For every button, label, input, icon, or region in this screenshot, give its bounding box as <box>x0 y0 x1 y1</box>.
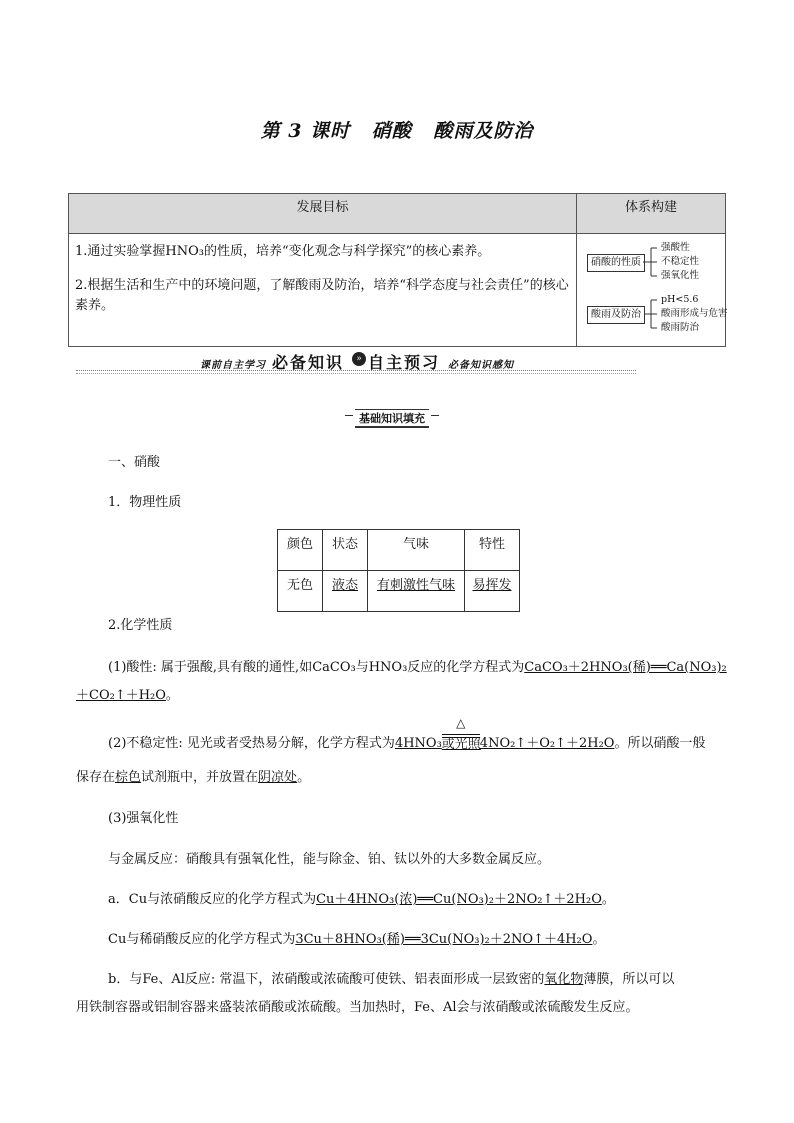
cu-dil-end: 。 <box>592 932 606 947</box>
framework-header: 体系构建 <box>577 194 726 234</box>
acidity-line-2 <box>76 684 179 703</box>
instability-tail: 。所以硝酸一般 <box>614 736 706 751</box>
cu-conc-line <box>108 888 615 907</box>
section-banner <box>76 352 636 372</box>
title-part-topic: 硝酸 <box>371 120 412 142</box>
storage-blank-cool-place: 阴凉处 <box>258 770 298 785</box>
framework-diagram <box>577 234 726 347</box>
acidity-equation-a: CaCO₃＋2HNO₃(稀)══Ca(NO₃)₂ <box>524 660 727 675</box>
fe-al-text-a: b．与Fe、Al反应: 常温下，浓硝酸或浓硫酸可使铁、铝表面形成一层致密的 <box>108 972 545 987</box>
goals-header: 发展目标 <box>69 194 577 234</box>
instability-lead: (2)不稳定性: 见光或者受热易分解，化学方程式为 <box>108 736 395 751</box>
physical-properties-table <box>277 529 520 612</box>
diagram-item-formation: 酸雨形成与危害 <box>661 308 728 319</box>
title-part-lesson: 第 3 课时 <box>260 120 351 142</box>
storage-text-c: 。 <box>297 770 311 785</box>
goal-2: 2.根据生活和生产中的环境问题，了解酸雨及防治，培养“科学态度与社会责任”的核心素养。 <box>75 278 569 313</box>
diagram-item-instability: 不稳定性 <box>661 256 700 267</box>
reaction-condition <box>441 716 481 752</box>
banner-right-text: 必备知识感知 <box>448 360 514 371</box>
heading-physical: 1．物理性质 <box>108 495 182 510</box>
phys-value-state: 液态 <box>323 571 368 612</box>
diagram-item-ph: pH<5.6 <box>661 294 699 305</box>
banner-title-2: 自主预习 <box>368 353 441 372</box>
goals-table <box>68 193 726 347</box>
instability-products: 4NO₂↑＋O₂↑＋2H₂O <box>479 736 615 751</box>
diagram-item-oxidizing: 强氧化性 <box>661 270 700 281</box>
phys-header-state: 状态 <box>323 530 368 571</box>
storage-text-a: 保存在 <box>76 770 116 785</box>
cu-conc-equation: Cu＋4HNO₃(浓)══Cu(NO₃)₂＋2NO₂↑＋2H₂O <box>316 892 602 907</box>
phys-value-color: 无色 <box>278 571 323 612</box>
page-title <box>0 116 794 143</box>
diagram-box-acid-rain: 酸雨及防治 <box>587 306 645 324</box>
banner-arrow-icon: » <box>352 352 366 366</box>
storage-text-b: 试剂瓶中，并放置在 <box>141 770 259 785</box>
acidity-equation-b: ＋CO₂↑＋H₂O <box>76 688 166 703</box>
metal-reaction-line: 与金属反应：硝酸具有强氧化性，能与除金、铂、钛以外的大多数金属反应。 <box>108 852 551 867</box>
heading-oxidizing: (3)强氧化性 <box>108 811 179 826</box>
heading-chemical: 2.化学性质 <box>108 618 173 633</box>
heading-nitric-acid: 一、硝酸 <box>108 455 161 470</box>
phys-header-feature: 特性 <box>465 530 520 571</box>
heat-symbol-icon: △ <box>456 716 466 730</box>
instability-line-2 <box>76 766 310 785</box>
instability-line-1 <box>108 716 706 752</box>
fe-al-line-1 <box>108 968 674 987</box>
fe-al-text-b: 薄膜，所以可以 <box>583 972 675 987</box>
acidity-lead: (1)酸性: 属于强酸,具有酸的通性,如CaCO₃与HNO₃反应的化学方程式为 <box>108 660 525 675</box>
diagram-box-nitric-properties: 硝酸的性质 <box>587 254 645 272</box>
acidity-end: 。 <box>165 688 179 703</box>
goals-cell <box>69 234 577 347</box>
cu-dil-equation: 3Cu＋8HNO₃(稀)══3Cu(NO₃)₂＋2NO↑＋4H₂O <box>295 932 593 947</box>
banner-title-1: 必备知识 <box>272 353 345 372</box>
cu-dil-lead: Cu与稀硝酸反应的化学方程式为 <box>108 932 296 947</box>
cu-conc-end: 。 <box>601 892 615 907</box>
storage-blank-brown: 棕色 <box>115 770 142 785</box>
acidity-line-1 <box>108 656 727 675</box>
diagram-item-strong-acid: 强酸性 <box>661 242 690 253</box>
diagram-item-prevention: 酸雨防治 <box>661 322 700 333</box>
fe-al-line-2: 用铁制容器或铝制容器来盛装浓硝酸或浓硫酸。当加热时，Fe、Al会与浓硝酸或浓硫酸发生反应。 <box>76 1000 639 1015</box>
section-tag: 基础知识填充 <box>355 409 429 428</box>
title-part-subtopic: 酸雨及防治 <box>433 120 534 142</box>
banner-left-text: 课前自主学习 <box>200 360 266 371</box>
fe-al-blank-oxide: 氧化物 <box>544 972 584 987</box>
phys-value-odor: 有刺激性气味 <box>368 571 465 612</box>
phys-value-feature: 易挥发 <box>465 571 520 612</box>
phys-header-color: 颜色 <box>278 530 323 571</box>
phys-header-odor: 气味 <box>368 530 465 571</box>
goal-1: 1.通过实验掌握HNO₃的性质，培养“变化观念与科学探究”的核心素养。 <box>75 244 491 259</box>
instability-reactant: 4HNO₃ <box>394 736 442 751</box>
cu-dil-line <box>108 928 605 947</box>
cu-conc-lead: a．Cu与浓硝酸反应的化学方程式为 <box>108 892 317 907</box>
condition-light: 或光照 <box>441 737 481 752</box>
